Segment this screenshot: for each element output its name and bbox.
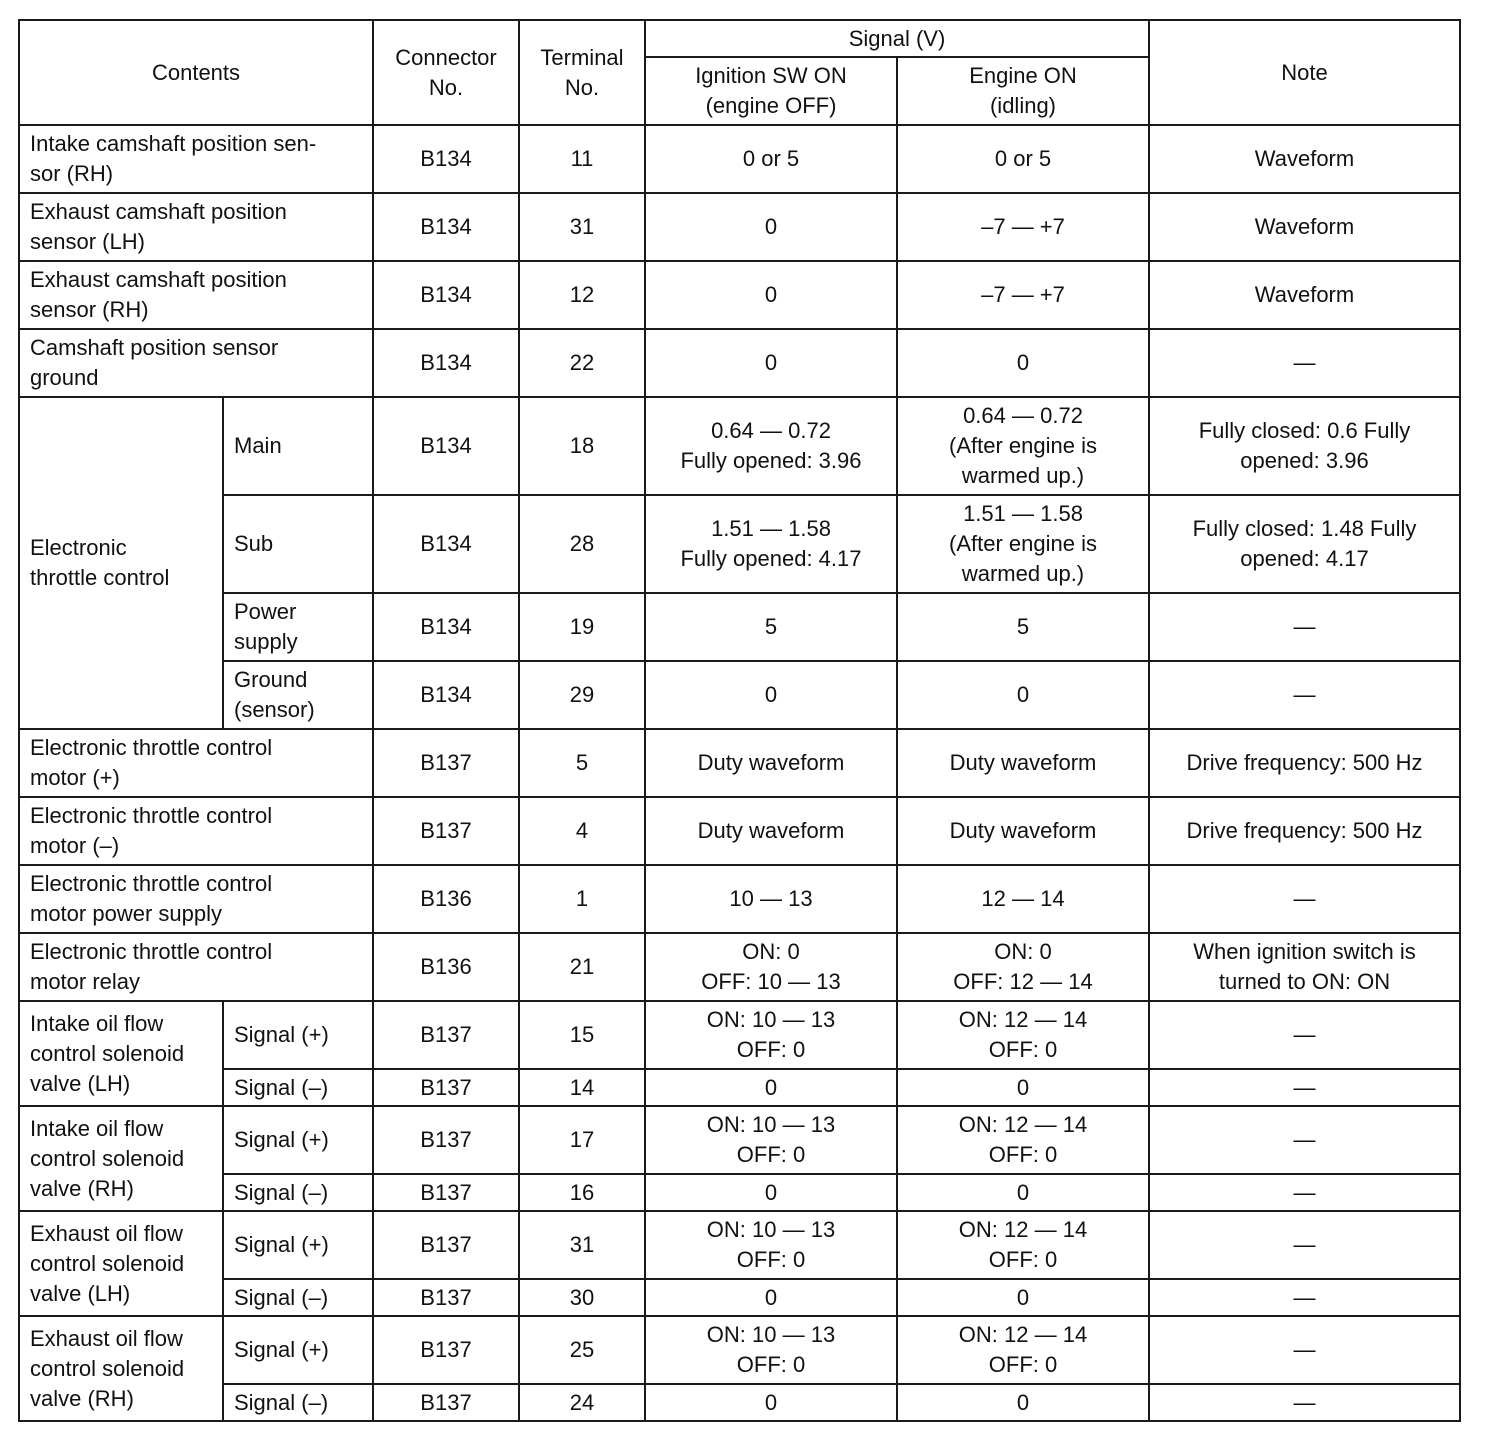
row-label: Electronic throttle control motor (+): [19, 729, 373, 797]
sub-label: Signal (+): [223, 1001, 373, 1069]
ignition-value: ON: 0 OFF: 10 — 13: [645, 933, 897, 1001]
terminal-cell: 31: [519, 1211, 645, 1279]
ignition-value: Duty waveform: [645, 797, 897, 865]
table-row: [19, 933, 1460, 1001]
table-row: [19, 1316, 1460, 1384]
connector-cell: B136: [373, 865, 519, 933]
table-row: [19, 1106, 1460, 1174]
header-ignition-on: Ignition SW ON (engine OFF): [645, 57, 897, 125]
header-engine-on: Engine ON (idling): [897, 57, 1149, 125]
engine-value: ON: 12 — 14 OFF: 0: [897, 1106, 1149, 1174]
sub-label: Signal (–): [223, 1069, 373, 1106]
table-row: [19, 397, 1460, 495]
engine-value: 12 — 14: [897, 865, 1149, 933]
connector-cell: B137: [373, 1316, 519, 1384]
engine-value: –7 — +7: [897, 193, 1149, 261]
table-row: [19, 661, 1460, 729]
table-row: [19, 1384, 1460, 1421]
table-row: [19, 1001, 1460, 1069]
sub-label: Signal (+): [223, 1106, 373, 1174]
group-label: Intake oil flow control solenoid valve (LH): [19, 1001, 223, 1106]
sub-label: Signal (–): [223, 1384, 373, 1421]
connector-cell: B134: [373, 593, 519, 661]
terminal-cell: 31: [519, 193, 645, 261]
ignition-value: 0: [645, 661, 897, 729]
ignition-value: 1.51 — 1.58 Fully opened: 4.17: [645, 495, 897, 593]
note-cell: —: [1149, 1069, 1460, 1106]
connector-cell: B137: [373, 1174, 519, 1211]
table-row: [19, 593, 1460, 661]
engine-value: 0 or 5: [897, 125, 1149, 193]
group-label: Exhaust oil flow control solenoid valve (RH): [19, 1316, 223, 1421]
engine-value: ON: 12 — 14 OFF: 0: [897, 1001, 1149, 1069]
row-label: Exhaust camshaft position sensor (RH): [19, 261, 373, 329]
ignition-value: 0: [645, 1174, 897, 1211]
table-row: [19, 729, 1460, 797]
row-label: Intake camshaft position sen- sor (RH): [19, 125, 373, 193]
group-label: Exhaust oil flow control solenoid valve (LH): [19, 1211, 223, 1316]
header-signal: Signal (V): [645, 20, 1149, 57]
table-row: [19, 193, 1460, 261]
terminal-cell: 19: [519, 593, 645, 661]
ignition-value: 10 — 13: [645, 865, 897, 933]
engine-value: 1.51 — 1.58 (After engine is warmed up.): [897, 495, 1149, 593]
header-terminal: Terminal No.: [519, 20, 645, 125]
note-cell: —: [1149, 865, 1460, 933]
header-note: Note: [1149, 20, 1460, 125]
note-cell: —: [1149, 329, 1460, 397]
engine-value: 0.64 — 0.72 (After engine is warmed up.): [897, 397, 1149, 495]
note-cell: —: [1149, 1211, 1460, 1279]
note-cell: —: [1149, 1279, 1460, 1316]
engine-value: 0: [897, 1279, 1149, 1316]
ignition-value: 0: [645, 261, 897, 329]
terminal-cell: 18: [519, 397, 645, 495]
terminal-cell: 28: [519, 495, 645, 593]
ignition-value: 5: [645, 593, 897, 661]
table-row: [19, 1211, 1460, 1279]
connector-cell: B137: [373, 1279, 519, 1316]
row-label: Electronic throttle control motor power supply: [19, 865, 373, 933]
table-row: [19, 261, 1460, 329]
row-label: Electronic throttle control motor (–): [19, 797, 373, 865]
connector-cell: B137: [373, 1106, 519, 1174]
signal-table: [18, 19, 1461, 1422]
terminal-cell: 29: [519, 661, 645, 729]
ignition-value: Duty waveform: [645, 729, 897, 797]
ignition-value: 0: [645, 1279, 897, 1316]
engine-value: ON: 0 OFF: 12 — 14: [897, 933, 1149, 1001]
connector-cell: B137: [373, 1069, 519, 1106]
engine-value: ON: 12 — 14 OFF: 0: [897, 1211, 1149, 1279]
ignition-value: ON: 10 — 13 OFF: 0: [645, 1106, 897, 1174]
terminal-cell: 24: [519, 1384, 645, 1421]
connector-cell: B136: [373, 933, 519, 1001]
header-connector: Connector No.: [373, 20, 519, 125]
sub-label: Signal (+): [223, 1211, 373, 1279]
engine-value: –7 — +7: [897, 261, 1149, 329]
table-row: [19, 329, 1460, 397]
terminal-cell: 5: [519, 729, 645, 797]
table-row: [19, 125, 1460, 193]
connector-cell: B137: [373, 1001, 519, 1069]
engine-value: ON: 12 — 14 OFF: 0: [897, 1316, 1149, 1384]
ignition-value: 0: [645, 1384, 897, 1421]
note-cell: Waveform: [1149, 125, 1460, 193]
note-cell: —: [1149, 1174, 1460, 1211]
engine-value: 5: [897, 593, 1149, 661]
row-label: Camshaft position sensor ground: [19, 329, 373, 397]
connector-cell: B134: [373, 329, 519, 397]
sub-label: Signal (–): [223, 1279, 373, 1316]
engine-value: 0: [897, 329, 1149, 397]
note-cell: —: [1149, 1384, 1460, 1421]
terminal-cell: 1: [519, 865, 645, 933]
table-row: [19, 1174, 1460, 1211]
engine-value: 0: [897, 1384, 1149, 1421]
engine-value: 0: [897, 661, 1149, 729]
sub-label: Main: [223, 397, 373, 495]
note-cell: —: [1149, 661, 1460, 729]
row-label: Exhaust camshaft position sensor (LH): [19, 193, 373, 261]
terminal-cell: 30: [519, 1279, 645, 1316]
group-label: Intake oil flow control solenoid valve (RH): [19, 1106, 223, 1211]
connector-cell: B137: [373, 729, 519, 797]
note-cell: Waveform: [1149, 193, 1460, 261]
engine-value: Duty waveform: [897, 729, 1149, 797]
ignition-value: ON: 10 — 13 OFF: 0: [645, 1001, 897, 1069]
table-row: [19, 1069, 1460, 1106]
terminal-cell: 22: [519, 329, 645, 397]
note-cell: Drive frequency: 500 Hz: [1149, 729, 1460, 797]
note-cell: Waveform: [1149, 261, 1460, 329]
connector-cell: B134: [373, 261, 519, 329]
connector-cell: B137: [373, 1384, 519, 1421]
ignition-value: ON: 10 — 13 OFF: 0: [645, 1211, 897, 1279]
group-label: Electronic throttle control: [19, 397, 223, 729]
terminal-cell: 25: [519, 1316, 645, 1384]
terminal-cell: 17: [519, 1106, 645, 1174]
table-row: [19, 495, 1460, 593]
terminal-cell: 16: [519, 1174, 645, 1211]
terminal-cell: 12: [519, 261, 645, 329]
sub-label: Signal (–): [223, 1174, 373, 1211]
ignition-value: 0: [645, 329, 897, 397]
ignition-value: ON: 10 — 13 OFF: 0: [645, 1316, 897, 1384]
connector-cell: B137: [373, 1211, 519, 1279]
note-cell: —: [1149, 1106, 1460, 1174]
sub-label: Sub: [223, 495, 373, 593]
note-cell: —: [1149, 1316, 1460, 1384]
note-cell: —: [1149, 593, 1460, 661]
ignition-value: 0: [645, 193, 897, 261]
connector-cell: B137: [373, 797, 519, 865]
terminal-cell: 15: [519, 1001, 645, 1069]
engine-value: 0: [897, 1069, 1149, 1106]
note-cell: Fully closed: 0.6 Fully opened: 3.96: [1149, 397, 1460, 495]
row-label: Electronic throttle control motor relay: [19, 933, 373, 1001]
ignition-value: 0.64 — 0.72 Fully opened: 3.96: [645, 397, 897, 495]
connector-cell: B134: [373, 193, 519, 261]
sub-label: Ground (sensor): [223, 661, 373, 729]
table-row: [19, 1279, 1460, 1316]
note-cell: Fully closed: 1.48 Fully opened: 4.17: [1149, 495, 1460, 593]
ignition-value: 0 or 5: [645, 125, 897, 193]
connector-cell: B134: [373, 495, 519, 593]
ignition-value: 0: [645, 1069, 897, 1106]
connector-cell: B134: [373, 661, 519, 729]
note-cell: When ignition switch is turned to ON: ON: [1149, 933, 1460, 1001]
terminal-cell: 21: [519, 933, 645, 1001]
table-row: [19, 865, 1460, 933]
terminal-cell: 14: [519, 1069, 645, 1106]
engine-value: Duty waveform: [897, 797, 1149, 865]
engine-value: 0: [897, 1174, 1149, 1211]
header-contents: Contents: [19, 20, 373, 125]
table-row: [19, 797, 1460, 865]
connector-cell: B134: [373, 397, 519, 495]
terminal-cell: 11: [519, 125, 645, 193]
note-cell: —: [1149, 1001, 1460, 1069]
sub-label: Power supply: [223, 593, 373, 661]
terminal-cell: 4: [519, 797, 645, 865]
sub-label: Signal (+): [223, 1316, 373, 1384]
note-cell: Drive frequency: 500 Hz: [1149, 797, 1460, 865]
connector-cell: B134: [373, 125, 519, 193]
